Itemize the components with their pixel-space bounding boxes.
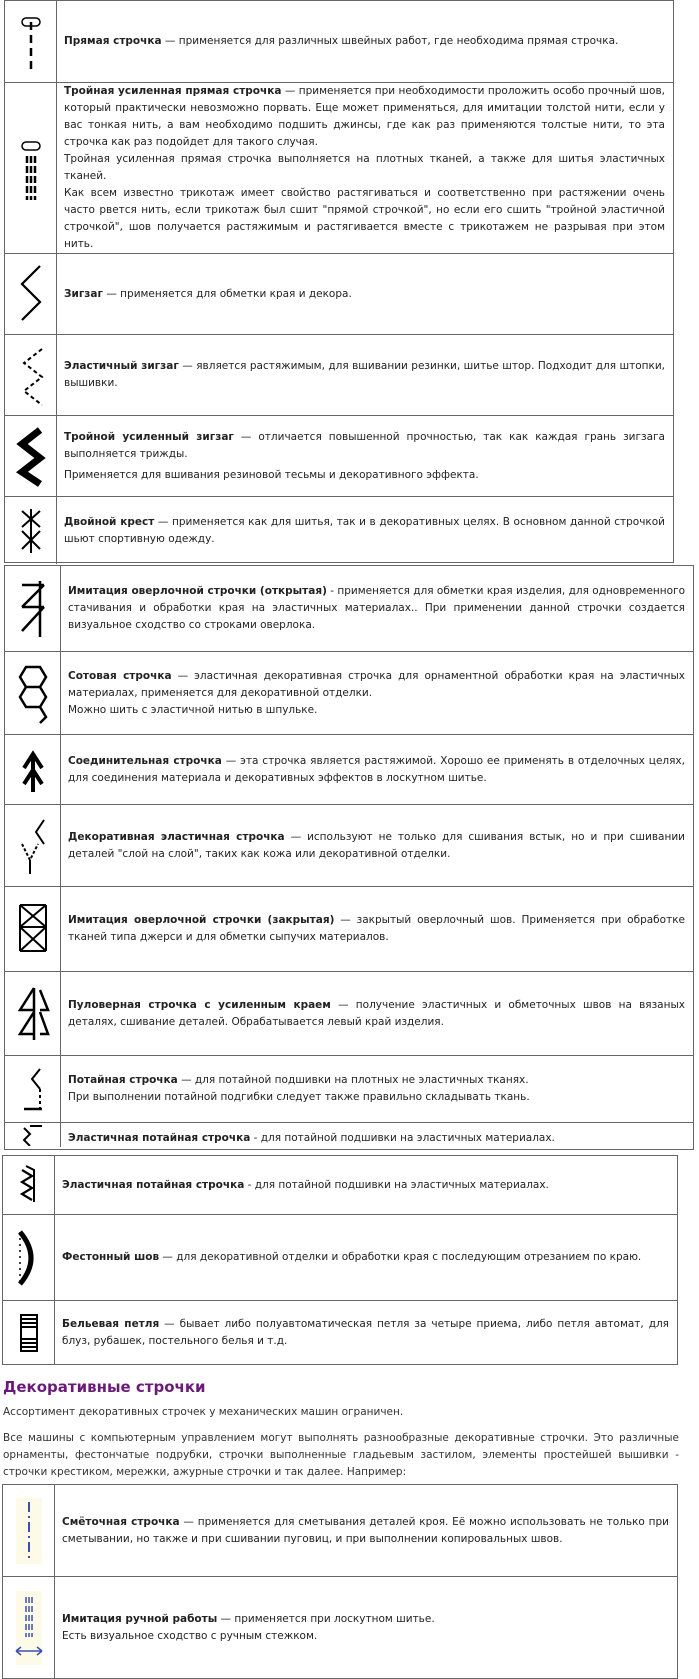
row-text: Тройная усиленная прямая строчка — применяется при необходимости проложить особо прочный шов, который практически невозможно порвать. Еще может применяться, для имитации толстой нити, если у вас тонкая нить, а вам необходимо подшить джинсы, где как раз применяются толстые нити, то эта строчка как раз подойдет для такого случая. Тройная усиленная прямая строчка выполняется на плотных тканей, а также для шитья эластичных тканей. Как всем известно трикотаж имеет свойство растягиваться и соответственно при растяжении очень часто рвется нить, если трикотаж был сшит "прямой строчкой", но если его сшить "тройной эластичной строчкой", шов получается растяжимым и растягивается вместе с трикотажем не разрывая при этом нить.: [64, 85, 665, 250]
hand-stitch-icon: [3, 1577, 55, 1678]
stitch-table-1: [4, 0, 674, 563]
honeycomb-stitch-icon: [5, 652, 61, 734]
table-row: [5, 566, 693, 652]
scallop-stitch-icon: [3, 1215, 55, 1300]
table-row: [3, 1485, 677, 1577]
section-heading: Декоративные строчки: [3, 1378, 206, 1396]
row-text: Смёточная строчка — применяется для сметывания деталей кроя. Её можно использовать не только при сметывании, но также и при сшивании пуговиц, и при выполнении копировальных швов.: [62, 1515, 669, 1545]
basting-stitch-icon: [3, 1485, 55, 1576]
table-row: [5, 1123, 693, 1147]
row-text: Бельевая петля — бывает либо полуавтоматическая петля за четыре приема, либо петля автомат, для блуз, рубашек, постельного белья и т.д.: [62, 1317, 669, 1347]
row-text: Соединительная строчка — эта строчка является растяжимой. Хорошо ее применять в отделочных целях, для соединения материала и декоративных эффектов в лоскутном шитье.: [68, 754, 685, 784]
table-row: [5, 1, 673, 83]
row-text: Двойной крест — применяется как для шитья, так и в декоративных целях. В основном данной строчкой шьют спортивную одежду.: [64, 515, 665, 545]
section-paragraph: Все машины с компьютерным управлением могут выполнять разнообразные декоративные строчки. Это различные орнаменты, фестончатые подрубки, строчки выполненные гладьевым застилом, элементы простейшей вышивки - строчки крестиком, мережки, ажурные строчки и так далее. Например:: [3, 1432, 679, 1478]
open-overlock-icon: [5, 566, 61, 651]
row-text: Тройной усиленный зигзаг — отличается повышенной прочностью, так как каждая грань зигзага выполняется трижды. Применяется для вшивания резиновой тесьмы и декоративного эффекта.: [64, 430, 665, 481]
row-text: Потайная строчка — для потайной подшивки на плотных не эластичных тканях. При выполнении потайной подгибки следует также правильно складывать ткань.: [68, 1074, 530, 1103]
table-row: [5, 335, 673, 416]
table-row: [5, 416, 673, 497]
elastic-blind-hem-icon: [3, 1156, 55, 1214]
row-text: Пуловерная строчка с усиленным краем — получение эластичных и обметочных швов на вязаных деталях, сшивание деталей. Обрабатывается левый край изделия.: [68, 998, 685, 1028]
row-text: Зигзаг — применяется для обметки края и декора.: [64, 287, 352, 300]
zigzag-stitch-icon: [5, 254, 57, 334]
row-text: Эластичный зигзаг — является растяжимым, для вшивании резинки, шитье штор. Подходит для штопки, вышивки.: [64, 360, 665, 389]
stitch-table-2: [4, 565, 694, 1150]
row-text: Эластичная потайная строчка - для потайной подшивки на эластичных материалах.: [62, 1178, 549, 1191]
table-row: [3, 1577, 677, 1678]
table-row: [5, 735, 693, 805]
table-row: [5, 497, 673, 564]
triple-zigzag-icon: [5, 416, 57, 496]
row-text: Фестонный шов — для декоративной отделки и обработки края с последующим отрезанием по краю.: [62, 1251, 642, 1263]
blind-hem-icon: [5, 1056, 61, 1122]
table-row: [5, 1056, 693, 1123]
row-text: Эластичная потайная строчка - для потайной подшивки на эластичных материалах.: [68, 1132, 555, 1144]
connecting-stitch-icon: [5, 735, 61, 804]
table-row: [3, 1215, 677, 1301]
pullover-stitch-icon: [5, 972, 61, 1055]
closed-overlock-icon: [5, 887, 61, 971]
triple-straight-stitch-icon: [5, 83, 57, 253]
stitch-table-3: [2, 1155, 678, 1365]
table-row: [3, 1301, 677, 1364]
table-row: [5, 887, 693, 972]
table-row: [5, 972, 693, 1056]
row-text: Имитация ручной работы — применяется при лоскутном шитье. Есть визуальное сходство с ручным стежком.: [62, 1612, 435, 1642]
elastic-blind-hem-icon: [5, 1123, 61, 1147]
table-row: [5, 652, 693, 735]
row-text: Имитация оверлочной строчки (открытая) - применяется для обметки края изделия, для одновременного стачивания и обработки края на эластичных материалах.. При применении данной строчки создается визуальное сходство со строками оверлока.: [68, 585, 685, 631]
section-paragraph: Ассортимент декоративных строчек у механических машин ограничен.: [3, 1406, 404, 1418]
row-text: Прямая строчка — применяется для различных швейных работ, где необходима прямая строчка.: [64, 35, 619, 47]
decorative-elastic-icon: [5, 805, 61, 886]
double-cross-icon: [5, 497, 57, 564]
stitch-table-4: [2, 1484, 678, 1679]
row-text: Сотовая строчка — эластичная декоративная строчка для орнаментной обработки края на эластичных материалах, применяется для декоративной отделки. Можно шить с эластичной нитью в шпульке.: [68, 669, 685, 716]
straight-stitch-icon: [5, 1, 57, 82]
row-text: Имитация оверлочной строчки (закрытая) — закрытый оверлочный шов. Применяется при обработке тканей типа джерси и для обметки сыпучих материалов.: [68, 914, 686, 943]
table-row: [3, 1156, 677, 1215]
table-row: [5, 805, 693, 887]
row-text: Декоративная эластичная строчка — используют не только для сшивания встык, но и при сшивании деталей "слой на слой", таких как кожа или декоративной отделки.: [68, 830, 685, 860]
elastic-zigzag-icon: [5, 335, 57, 415]
buttonhole-icon: [3, 1301, 55, 1364]
table-row: [5, 254, 673, 335]
table-row: [5, 83, 673, 254]
